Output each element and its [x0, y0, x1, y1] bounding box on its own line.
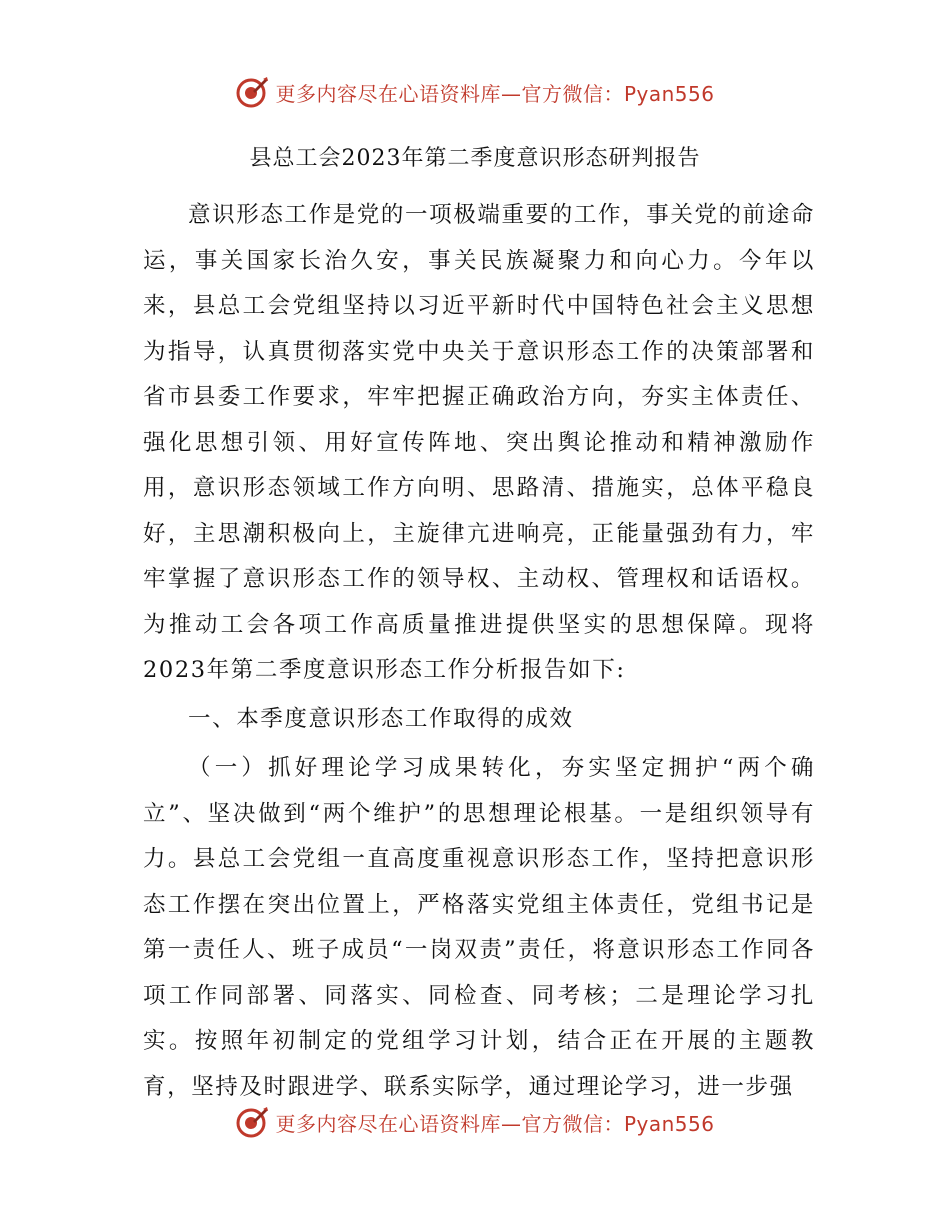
writing-brush-logo-icon — [235, 1105, 269, 1139]
document-body — [143, 193, 815, 1110]
banner-text: 更多内容尽在心语资料库—官方微信：Pyan556 — [275, 81, 715, 106]
writing-brush-logo-icon — [235, 75, 269, 109]
section-heading: 一、本季度意识形态工作取得的成效 — [188, 705, 574, 732]
banner-text: 更多内容尽在心语资料库—官方微信：Pyan556 — [275, 1111, 715, 1136]
footer-banner — [0, 1100, 950, 1144]
document-title: 县总工会2023年第二季度意识形态研判报告 — [249, 146, 701, 171]
header-banner — [0, 70, 950, 114]
section-paragraph: （一）抓好理论学习成果转化，夯实坚定拥护“两个确立”、坚决做到“两个维护”的思想理论根基。一是组织领导有力。县总工会党组一直高度重视意识形态工作，坚持把意识形态工作摆在突出位置上，严格落实党组主体责任，党组书记是第一责任人、班子成员“一岗双责”责任，将意识形态工作同各项工作同部署、同落实、同检查、同考核；二是理论学习扎实。按照年初制定的党组学习计划，结合正在开展的主题教育，坚持及时跟进学、联系实际学，通过理论学习，进一步强 — [143, 755, 815, 1100]
intro-paragraph: 意识形态工作是党的一项极端重要的工作，事关党的前途命运，事关国家长治久安，事关民族凝聚力和向心力。今年以来，县总工会党组坚持以习近平新时代中国特色社会主义思想为指导，认真贯彻落实党中央关于意识形态工作的决策部署和省市县委工作要求，牢牢把握正确政治方向，夯实主体责任、强化思想引领、用好宣传阵地、突出舆论推动和精神激励作用，意识形态领域工作方向明、思路清、措施实，总体平稳良好，主思潮积极向上，主旋律亢进响亮，正能量强劲有力，牢牢掌握了意识形态工作的领导权、主动权、管理权和话语权。为推动工会各项工作高质量推进提供坚实的思想保障。现将2023年第二季度意识形态工作分析报告如下: — [143, 202, 815, 683]
